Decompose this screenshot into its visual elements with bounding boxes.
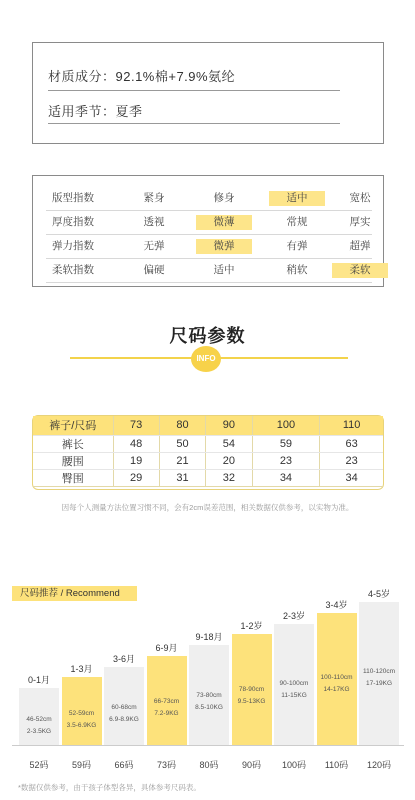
table-cell: 23 [252, 452, 320, 469]
size-table [33, 416, 383, 487]
row-divider [46, 282, 372, 283]
index-row [46, 235, 372, 259]
bar-height-range: 90-100cm [279, 680, 309, 688]
index-option: 紧身 [143, 192, 165, 204]
table-header-cell: 100 [252, 416, 320, 435]
bar-size-code: 100码 [281, 760, 307, 770]
bar-age-label: 6-9月 [155, 642, 178, 653]
footer-note: *数据仅供参考，由于孩子体型各异，具体参考尺码表。 [18, 783, 201, 792]
table-cell: 19 [113, 452, 159, 469]
table-row [33, 435, 383, 452]
table-cell: 21 [159, 452, 205, 469]
bar-weight-range: 2-3.5KG [26, 727, 52, 735]
bar-size-code: 73码 [156, 760, 176, 770]
bar-age-label: 1-2岁 [240, 621, 263, 632]
table-note: 因每个人测量方法位置习惯不同，会有2cm误差范围，相关数据仅供参考，以实物为准。 [61, 503, 354, 512]
bar-size-code: 110码 [324, 760, 349, 770]
bar-weight-range: 7.2-9KG [154, 709, 179, 717]
bar-size-code: 59码 [71, 760, 91, 770]
table-cell: 48 [113, 435, 159, 452]
table-cell: 50 [159, 435, 205, 452]
index-option: 常规 [286, 216, 308, 228]
index-name: 版型指数 [52, 192, 94, 204]
bar-height-range: 100-110cm [320, 674, 353, 682]
index-option-selected: 柔软 [332, 263, 388, 278]
index-option: 修身 [213, 192, 235, 204]
index-row [46, 259, 372, 283]
index-name: 柔软指数 [52, 264, 94, 276]
bar-weight-range: 17-19KG [365, 680, 393, 688]
index-name: 厚度指数 [52, 216, 94, 228]
bar-weight-range: 8.5-10KG [195, 704, 223, 711]
material-box [32, 42, 384, 144]
table-row-label: 裤长 [33, 435, 113, 452]
divider [48, 90, 340, 91]
bar-height-range: 110-120cm [362, 668, 396, 676]
index-option-selected: 适中 [269, 191, 325, 206]
bar-height-range: 78-90cm [238, 686, 265, 694]
bar-age-label: 1-3月 [70, 664, 93, 675]
index-option: 偏硬 [143, 264, 165, 276]
index-option: 透视 [143, 216, 165, 228]
table-cell: 34 [252, 469, 320, 486]
table-cell: 63 [320, 435, 383, 452]
bar-age-label: 4-5岁 [367, 589, 390, 599]
material-composition: 材质成分：92.1%棉+7.9%氨纶 [48, 69, 236, 84]
bar-size-code: 80码 [199, 760, 219, 770]
info-badge: INFO [191, 346, 221, 372]
table-header-cell: 80 [159, 416, 205, 435]
bar-size-code: 120码 [366, 760, 392, 770]
table-cell: 59 [252, 435, 320, 452]
table-row-label: 腰围 [33, 452, 113, 469]
table-header-cell: 裤子/尺码 [33, 416, 113, 435]
table-cell: 29 [113, 469, 159, 486]
divider [48, 123, 340, 124]
table-cell: 32 [206, 469, 252, 486]
section-title: 尺码参数 [169, 326, 246, 346]
bar-age-label: 3-6月 [112, 653, 135, 664]
bar-weight-range: 14-17KG [323, 686, 350, 694]
index-option-selected: 微弹 [196, 239, 252, 254]
index-option-selected: 微薄 [196, 215, 252, 230]
table-cell: 54 [206, 435, 252, 452]
table-header-cell: 73 [113, 416, 159, 435]
index-row [46, 211, 372, 235]
table-header-row [33, 416, 383, 435]
index-option: 厚实 [349, 216, 371, 228]
table-cell: 20 [206, 452, 252, 469]
table-row [33, 469, 383, 486]
bar-height-range: 60-68cm [111, 703, 137, 711]
index-name: 弹力指数 [52, 240, 94, 252]
table-cell: 23 [320, 452, 383, 469]
bar-weight-range: 9.5-13KG [237, 698, 266, 706]
index-row [46, 187, 372, 211]
bar-age-label: 3-4岁 [325, 599, 348, 610]
chart-baseline [12, 745, 404, 746]
bar-height-range: 52-59cm [68, 709, 95, 717]
table-cell: 34 [320, 469, 383, 486]
bar-weight-range: 11-15KG [281, 692, 307, 700]
bar-weight-range: 6.9-8.9KG [109, 715, 139, 723]
bar-weight-range: 3.5-6.9KG [66, 721, 97, 729]
table-header-cell: 90 [206, 416, 252, 435]
index-option: 超弹 [349, 240, 371, 252]
table-header-cell: 110 [320, 416, 383, 435]
bar-age-label: 2-3岁 [282, 610, 305, 621]
bar-size-code: 52码 [29, 760, 49, 770]
bar-size-code: 66码 [114, 760, 134, 770]
season-info: 适用季节：夏季 [48, 104, 143, 119]
bar-height-range: 66-73cm [153, 697, 180, 705]
bar-height-range: 73-80cm [196, 692, 222, 699]
index-option: 稍软 [286, 264, 308, 276]
table-row [33, 452, 383, 469]
table-cell: 31 [159, 469, 205, 486]
index-option: 无弹 [143, 240, 165, 252]
index-option: 适中 [213, 264, 235, 276]
index-option: 有弹 [286, 240, 308, 252]
bar-age-label: 9-18月 [195, 632, 223, 642]
index-option: 宽松 [349, 192, 371, 204]
table-row-label: 臀围 [33, 469, 113, 486]
bar-height-range: 46-52cm [26, 715, 52, 723]
recommend-label: 尺码推荐 / Recommend [12, 586, 137, 601]
bar-size-code: 90码 [241, 760, 261, 770]
bar-age-label: 0-1月 [27, 675, 50, 685]
